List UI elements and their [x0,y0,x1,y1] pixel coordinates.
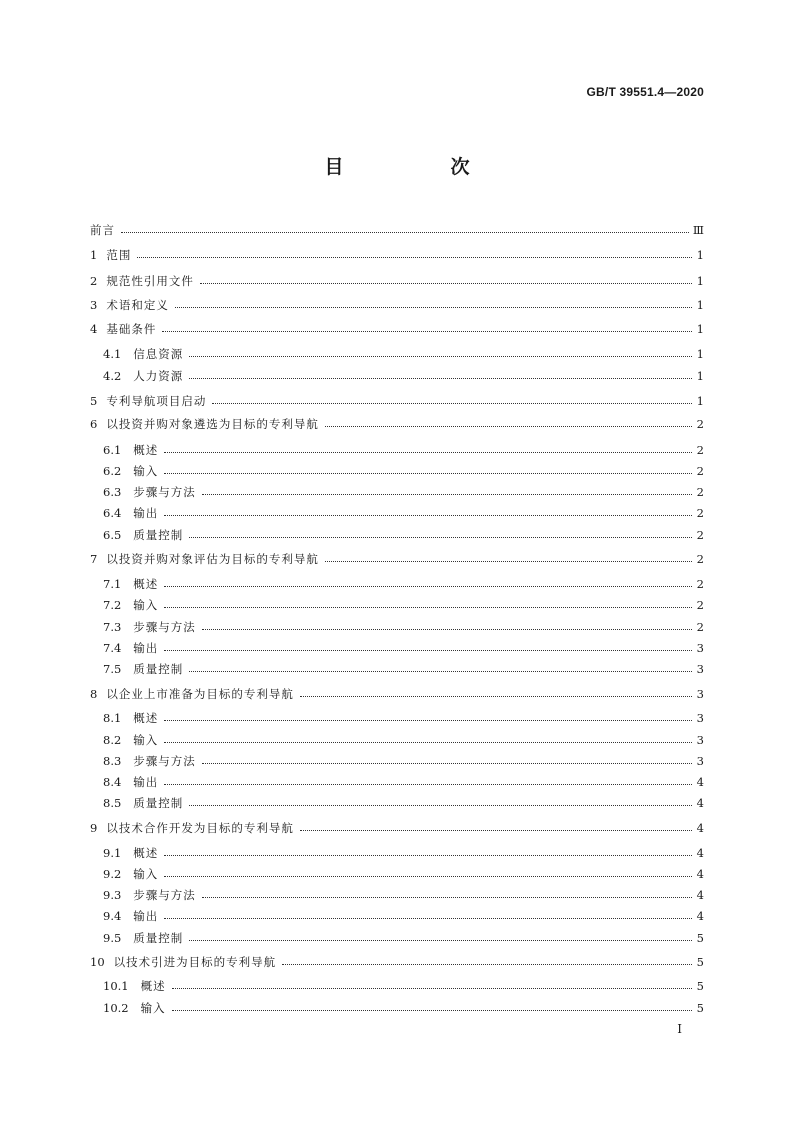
toc-entry[interactable] [90,819,704,837]
toc-entry-page: 4 [696,909,704,923]
toc-entry[interactable] [90,596,704,614]
dot-leader [164,472,692,474]
toc-entry[interactable] [90,794,704,812]
toc-entry-page: 2 [696,417,704,431]
toc-entry-number: 9.4 [103,909,122,923]
toc-entry-page: 1 [696,394,704,408]
toc-entry-label: 范围 [106,248,132,262]
toc-entry-page: 2 [696,443,704,457]
page-number: I [677,1022,682,1036]
toc-entry-number: 8 [90,687,98,701]
dot-leader [164,719,692,721]
dot-leader [212,402,692,404]
toc-entry-label: 以企业上市准备为目标的专利导航 [106,687,294,701]
dot-leader [325,425,692,427]
dot-leader [175,306,692,308]
toc-entry-label: 概述 [133,577,159,591]
dot-leader [164,606,692,608]
toc-entry-number: 7.2 [103,598,122,612]
toc-entry-label: 基础条件 [106,322,157,336]
toc-entry-label: 前言 [90,223,115,237]
toc-entry-page: 1 [696,248,704,262]
toc-entry-number: 10 [90,955,105,969]
toc-entry-number: 1 [90,248,98,262]
toc-entry-page: 2 [696,620,704,634]
toc-entry-number: 9.5 [103,931,122,945]
dot-leader [164,514,692,516]
toc-entry-page: 5 [696,1001,704,1015]
dot-leader [300,829,692,831]
toc-entry[interactable] [90,865,704,883]
toc-entry-label: 输入 [133,867,159,881]
toc-entry-number: 4 [90,322,98,336]
toc-entry-label: 步骤与方法 [133,754,196,768]
toc-entry-number: 6.4 [103,506,122,520]
toc-entry-page: 4 [696,821,704,835]
toc-entry-page: 1 [696,274,704,288]
toc-entry[interactable] [90,550,704,568]
dot-leader [189,939,692,941]
dot-leader [164,451,692,453]
standard-code: GB/T 39551.4—2020 [586,85,704,99]
toc-entry-page: 3 [696,687,704,701]
dot-leader [172,987,692,989]
dot-leader [189,355,692,357]
toc-entry-number: 7.4 [103,641,122,655]
toc-entry-page: 2 [696,577,704,591]
toc-entry-label: 以技术引进为目标的专利导航 [113,955,277,969]
toc-entry-page: 4 [696,867,704,881]
dot-leader [164,875,692,877]
toc-entry-label: 输入 [133,733,159,747]
toc-entry[interactable] [90,345,704,363]
toc-entry[interactable] [90,618,704,636]
dot-leader [200,282,692,284]
toc-entry-page: 2 [696,485,704,499]
toc-entry-label: 信息资源 [133,347,184,361]
toc-entry-number: 8.3 [103,754,122,768]
dot-leader [121,231,689,233]
toc-entry-page: 5 [696,955,704,969]
toc-entry-label: 术语和定义 [106,298,169,312]
toc-entry-number: 9.2 [103,867,122,881]
toc-entry[interactable] [90,731,704,749]
dot-leader [300,695,692,697]
dot-leader [164,649,692,651]
toc-entry-label: 专利导航项目启动 [106,394,207,408]
toc-entry[interactable] [90,929,704,947]
toc-entry-label: 质量控制 [133,662,184,676]
toc-entry-page: 4 [696,846,704,860]
toc-entry[interactable] [90,886,704,904]
toc-entry-label: 概述 [133,443,159,457]
toc-entry-page: 2 [696,506,704,520]
dot-leader [164,783,692,785]
toc-entry-page: 5 [696,931,704,945]
toc-entry[interactable] [90,709,704,727]
toc-entry-number: 10.1 [103,979,129,993]
toc-entry-page: 1 [696,322,704,336]
toc-entry-number: 8.1 [103,711,122,725]
toc-entry-page: 2 [696,552,704,566]
toc-entry-page: 2 [696,598,704,612]
dot-leader [282,963,692,965]
toc-entry-page: 2 [696,464,704,478]
toc-entry[interactable] [90,367,704,385]
toc-entry[interactable] [90,844,704,862]
toc-entry[interactable] [90,999,704,1017]
toc-entry-number: 9.1 [103,846,122,860]
dot-leader [189,804,692,806]
toc-entry[interactable] [90,483,704,501]
toc-entry-label: 输出 [133,775,159,789]
toc-entry-label: 质量控制 [133,931,184,945]
toc-entry-number: 8.2 [103,733,122,747]
toc-entry-number: 8.5 [103,796,122,810]
dot-leader [202,493,692,495]
toc-entry-page: 3 [696,662,704,676]
toc-entry-page: 1 [696,369,704,383]
toc-entry-number: 4.2 [103,369,122,383]
toc-entry-number: 10.2 [103,1001,129,1015]
toc-entry-page: 2 [696,528,704,542]
toc-entry-number: 6.2 [103,464,122,478]
toc-entry-page: 5 [696,979,704,993]
toc-entry[interactable] [90,907,704,925]
toc-entry-page: 4 [696,796,704,810]
toc-entry-number: 6 [90,417,98,431]
toc-entry-label: 人力资源 [133,369,184,383]
toc-entry[interactable] [90,977,704,995]
dot-leader [325,560,692,562]
toc-entry-label: 输出 [133,909,159,923]
toc-entry-label: 输入 [133,598,159,612]
toc-entry[interactable] [90,246,704,264]
toc-entry-label: 规范性引用文件 [106,274,194,288]
toc-entry-page: 3 [696,641,704,655]
toc-entry-label: 质量控制 [133,528,184,542]
toc-entry[interactable] [90,773,704,791]
toc-entry-number: 7.3 [103,620,122,634]
toc-entry-number: 4.1 [103,347,122,361]
toc-entry-label: 输入 [133,464,159,478]
toc-entry-page: Ⅲ [692,223,704,237]
toc-entry-number: 7.1 [103,577,122,591]
toc-entry-number: 6.1 [103,443,122,457]
toc-entry-page: 1 [696,298,704,312]
toc-entry-number: 9.3 [103,888,122,902]
dot-leader [164,917,692,919]
toc-entry-number: 6.5 [103,528,122,542]
toc-entry-page: 4 [696,888,704,902]
dot-leader [172,1009,692,1011]
toc-entry-number: 6.3 [103,485,122,499]
toc-entry-number: 5 [90,394,98,408]
toc-entry[interactable] [90,392,704,410]
dot-leader [162,330,692,332]
toc-entry[interactable] [90,272,704,290]
toc-entry-label: 概述 [133,711,159,725]
toc-entry-label: 步骤与方法 [133,485,196,499]
dot-leader [202,896,692,898]
toc-entry-page: 3 [696,711,704,725]
toc-entry[interactable] [90,221,704,239]
dot-leader [164,741,692,743]
toc-entry-label: 以投资并购对象遴选为目标的专利导航 [106,417,319,431]
toc-entry-label: 输出 [133,641,159,655]
toc-entry-number: 2 [90,274,98,288]
toc-entry[interactable] [90,953,704,971]
toc-entry[interactable] [90,462,704,480]
dot-leader [164,585,692,587]
toc-entry-number: 8.4 [103,775,122,789]
toc-entry-number: 7 [90,552,98,566]
toc-entry[interactable] [90,660,704,678]
toc-entry-label: 步骤与方法 [133,888,196,902]
dot-leader [189,377,692,379]
dot-leader [202,762,692,764]
toc-entry[interactable] [90,441,704,459]
toc-entry-label: 输入 [140,1001,166,1015]
toc-entry-page: 3 [696,754,704,768]
toc-entry-number: 9 [90,821,98,835]
toc-entry[interactable] [90,296,704,314]
dot-leader [137,256,692,258]
page-title: 目 次 [324,156,514,178]
toc-entry-label: 质量控制 [133,796,184,810]
dot-leader [202,628,692,630]
toc-entry-label: 概述 [140,979,166,993]
toc-entry[interactable] [90,752,704,770]
toc-entry[interactable] [90,415,704,433]
toc-entry-page: 4 [696,775,704,789]
toc-entry[interactable] [90,575,704,593]
dot-leader [189,536,692,538]
toc-entry-label: 概述 [133,846,159,860]
toc-entry-page: 3 [696,733,704,747]
toc-entry-label: 输出 [133,506,159,520]
toc-entry-label: 以投资并购对象评估为目标的专利导航 [106,552,319,566]
toc-entry-number: 3 [90,298,98,312]
toc-entry-page: 1 [696,347,704,361]
toc-entry-label: 步骤与方法 [133,620,196,634]
toc-entry[interactable] [90,685,704,703]
toc-entry[interactable] [90,320,704,338]
toc-entry[interactable] [90,504,704,522]
toc-entry-label: 以技术合作开发为目标的专利导航 [106,821,294,835]
toc-entry-number: 7.5 [103,662,122,676]
toc-entry[interactable] [90,639,704,657]
dot-leader [189,670,692,672]
toc-entry[interactable] [90,526,704,544]
dot-leader [164,854,692,856]
